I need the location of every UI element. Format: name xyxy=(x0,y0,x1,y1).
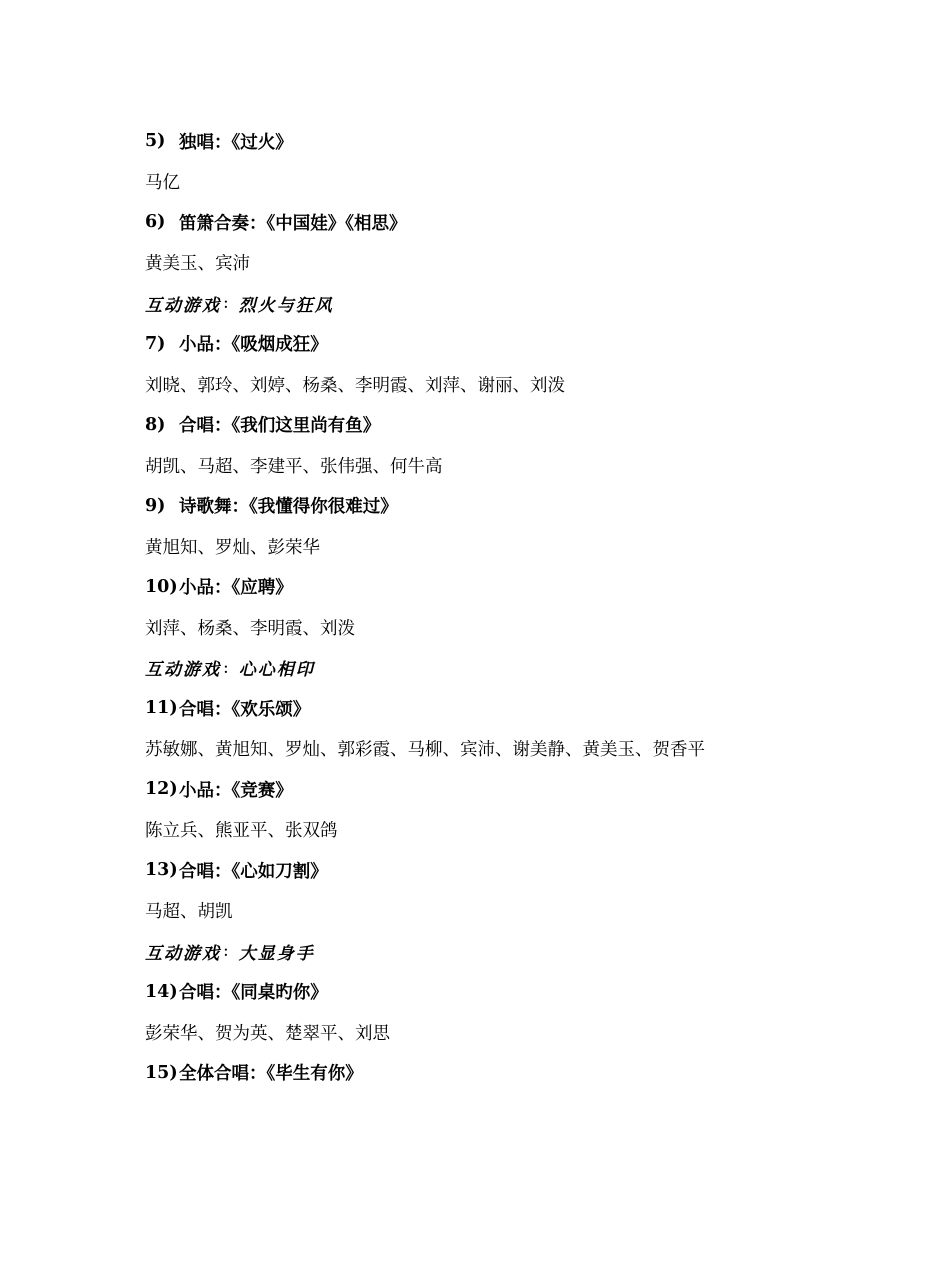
item-number: 11) xyxy=(145,698,178,719)
program-item xyxy=(145,567,905,608)
item-number: 8) xyxy=(145,414,166,435)
game-label: 互动游戏 xyxy=(145,295,221,316)
game-title: 烈火与狂风 xyxy=(238,295,334,316)
interactive-game xyxy=(145,648,905,689)
item-number: 13) xyxy=(145,860,178,881)
item-title: 小品：《竞赛》 xyxy=(179,780,293,801)
program-item xyxy=(145,486,905,527)
game-separator: : xyxy=(223,941,231,962)
item-title: 合唱：《欢乐颂》 xyxy=(179,699,311,720)
performer-list: 刘萍、杨桑、李明霞、刘泼 xyxy=(145,618,355,639)
interactive-game xyxy=(145,283,905,324)
game-title: 心心相印 xyxy=(238,660,315,681)
item-title: 合唱：《心如刀割》 xyxy=(179,861,328,882)
item-number: 9) xyxy=(145,495,166,516)
performer-list: 马亿 xyxy=(145,173,180,194)
item-title: 合唱：《同桌旳你》 xyxy=(179,983,328,1004)
performer-list: 马超、胡凯 xyxy=(145,902,233,923)
performer-list: 黄美玉、宾沛 xyxy=(145,254,250,275)
interactive-game xyxy=(145,931,905,972)
item-title: 诗歌舞：《我懂得你很难过》 xyxy=(179,497,398,518)
game-title: 大显身手 xyxy=(238,943,315,964)
item-number: 7) xyxy=(145,333,166,354)
program-item xyxy=(145,688,905,729)
item-title: 小品：《吸烟成狂》 xyxy=(179,335,328,356)
performer-list: 刘晓、郭玲、刘婷、杨桑、李明霞、刘萍、谢丽、刘泼 xyxy=(145,375,565,396)
performer-list: 彭荣华、贺为英、楚翠平、刘思 xyxy=(145,1023,390,1044)
item-title: 合唱：《我们这里尚有鱼》 xyxy=(179,416,381,437)
item-number: 5) xyxy=(145,131,166,152)
game-separator: : xyxy=(223,293,231,314)
program-item xyxy=(145,1053,905,1094)
item-number: 6) xyxy=(145,212,166,233)
item-title: 笛箫合奏：《中国娃》《相思》 xyxy=(179,213,407,234)
game-label: 互动游戏 xyxy=(145,660,221,681)
program-item xyxy=(145,972,905,1013)
performer-list: 黄旭知、罗灿、彭荣华 xyxy=(145,537,320,558)
item-number: 12) xyxy=(145,779,178,800)
program-item xyxy=(145,324,905,365)
program-item xyxy=(145,850,905,891)
game-separator: : xyxy=(223,657,231,678)
program-item xyxy=(145,202,905,243)
item-title: 全体合唱：《毕生有你》 xyxy=(179,1064,363,1085)
performer-list: 苏敏娜、黄旭知、罗灿、郭彩霞、马柳、宾沛、谢美静、黄美玉、贺香平 xyxy=(145,740,705,761)
program-list xyxy=(145,121,905,1093)
item-number: 10) xyxy=(145,576,178,597)
program-item xyxy=(145,405,905,446)
item-title: 小品：《应聘》 xyxy=(179,578,293,599)
performer-list: 胡凯、马超、李建平、张伟强、何牛高 xyxy=(145,456,443,477)
item-number: 15) xyxy=(145,1062,178,1083)
item-number: 14) xyxy=(145,981,178,1002)
performer-list: 陈立兵、熊亚平、张双鸽 xyxy=(145,821,338,842)
item-title: 独唱：《过火》 xyxy=(179,132,293,153)
program-item xyxy=(145,121,905,162)
program-item xyxy=(145,769,905,810)
game-label: 互动游戏 xyxy=(145,943,221,964)
